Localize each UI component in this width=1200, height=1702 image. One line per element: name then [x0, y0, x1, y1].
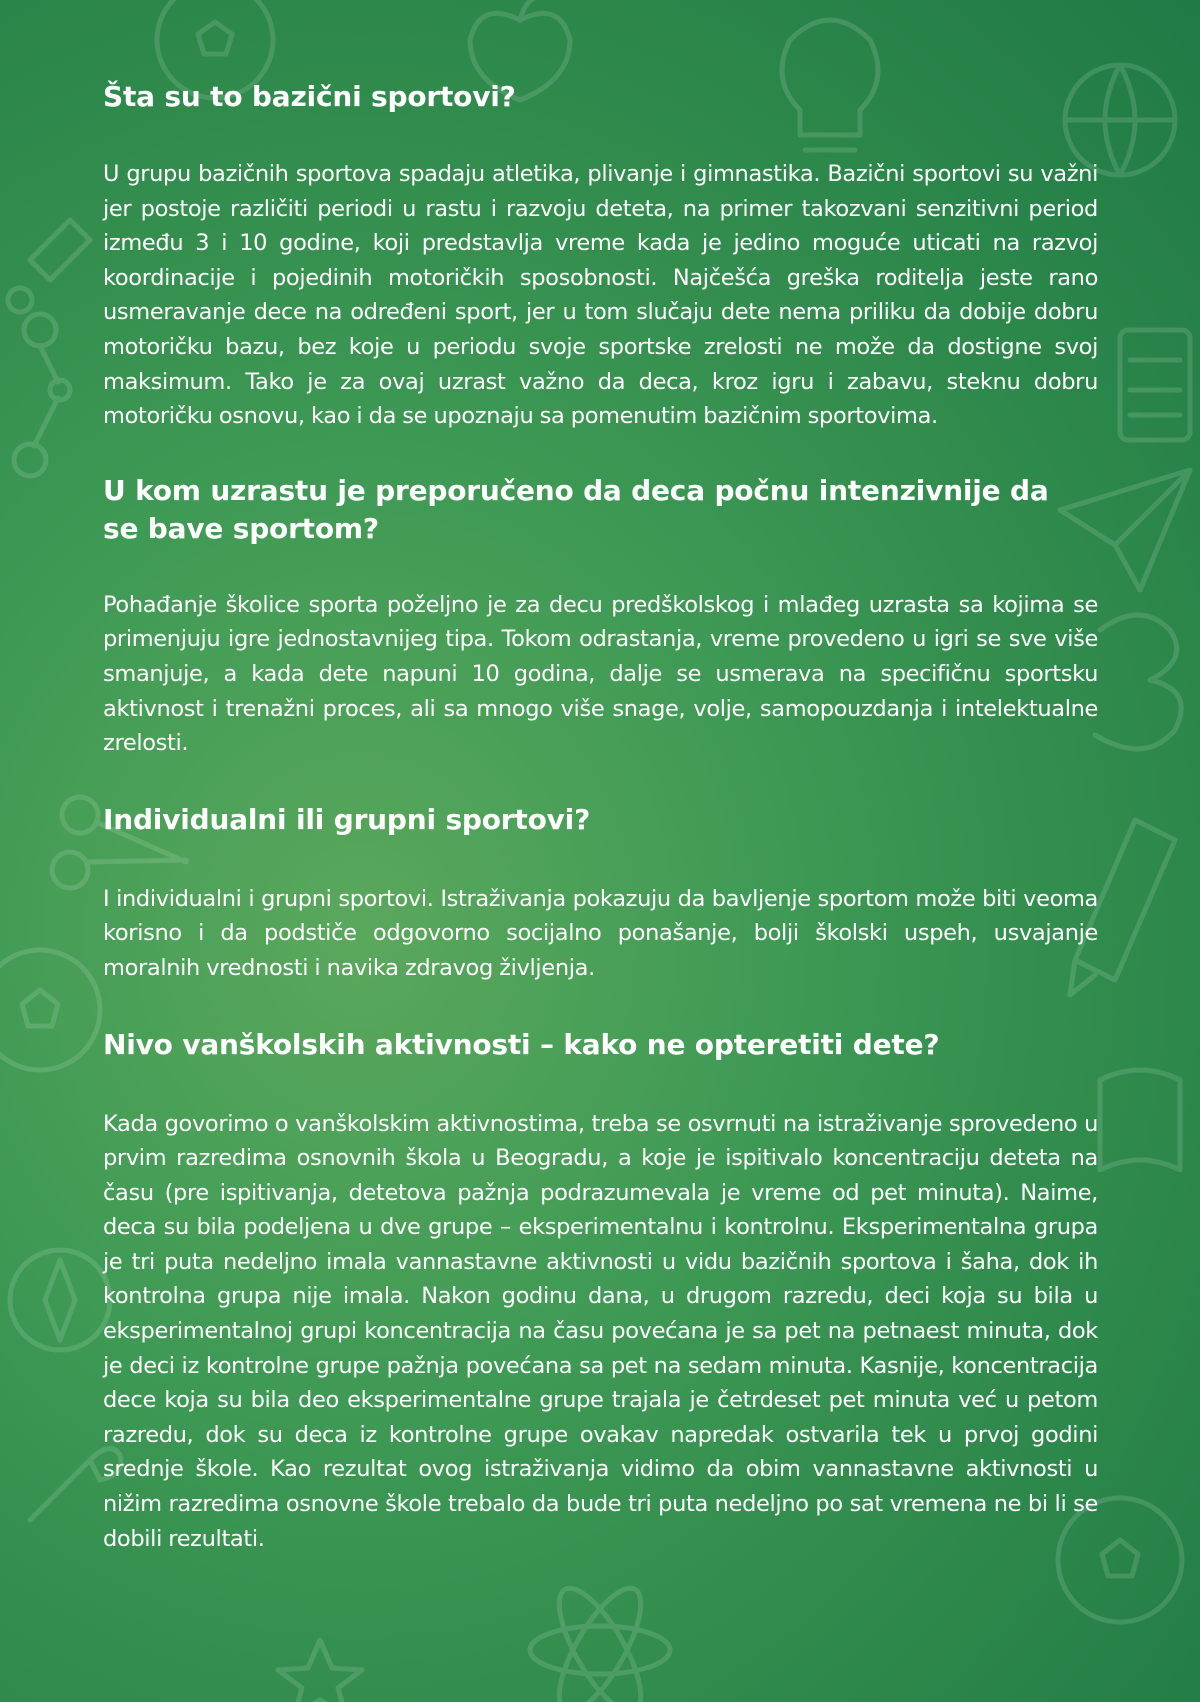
- section-heading: Individualni ili grupni sportovi?: [103, 802, 591, 836]
- number-three-icon: [1095, 615, 1181, 749]
- section-heading: Šta su to bazični sportovi?: [103, 80, 516, 113]
- star-icon: [278, 1640, 362, 1702]
- calculator-icon: [1120, 330, 1190, 440]
- article-content: [103, 78, 1098, 1556]
- section-paragraph: Kada govorimo o vanškolskim aktivnostima, treba se osvrnuti na istraživanje sprovedeno u prvim razredima osnovnih škola u Beogradu, a koje je ispitivalo koncentraciju deteta na času (pre ispitivanja, detetova pažnja podrazumevala je vreme od pet minuta). Naime, deca su bila podeljena u dve grupe – eksperimentalnu i kontrolnu. Eksperimentalna grupa je tri puta nedeljno imala vannastavne aktivnosti u vidu bazičnih sportova i šaha, dok ih kontrolna grupa nije imala. Nakon godinu dana, u drugom razredu, deci koja su bila u eksperimentalnoj grupi koncentracija na času povećana je sa pet na petnaest minuta, dok je deci iz kontrolne grupe pažnja povećana sa pet na sedam minuta. Kasnije, koncentracija dece koja su bila deo eksperimentalne grupe trajala je četrdeset pet minuta već u petom razredu, dok su deca iz kontrolne grupe ovakav napredak ostvarila tek u prvoj godini srednje škole. Kao rezultat ovog istraživanja vidimo da obim vannastavne aktivnosti u nižim razredima osnovne škole trebalo da bude tri puta nedeljno po sat vremena ne bi li se dobili rezultati.: [103, 1110, 1098, 1552]
- section-paragraph: I individualni i grupni sportovi. Istraživanja pokazuju da bavljenje sportom može biti veoma korisno i da podstiče odgovorno socijalno ponašanje, bolji školski uspeh, usvajanje moralnih vrednosti i navika zdravog življenja.: [103, 885, 1098, 981]
- soccer-ball-icon: [0, 950, 100, 1070]
- molecule-icon: [14, 314, 70, 476]
- book-icon: [1100, 1070, 1180, 1170]
- rocket-icon: [8, 220, 90, 312]
- section-paragraph: Pohađanje školice sporta poželjno je za decu predškolskog i mlađeg uzrasta sa kojima se primenjuju igre jednostavnijeg tipa. Tokom odrastanja, vreme provedeno u igri se sve više smanjuje, a kada dete napuni 10 godina, dalje se usmerava na specifičnu sportsku aktivnost i trenažni proces, ali sa mnogo više snage, volje, samopouzdanja i intelektualne zrelosti.: [103, 591, 1098, 757]
- section-heading: Nivo vanškolskih aktivnosti – kako ne opteretiti dete?: [103, 1027, 940, 1061]
- section-paragraph: U grupu bazičnih sportova spadaju atletika, plivanje i gimnastika. Bazični sportovi su važni jer postoje različiti periodi u rastu i razvoju deteta, na primer takozvani senzitivni period između 3 i 10 godine, koji predstavlja vreme kada je jedino moguće uticati na razvoj koordinacije i pojedinih motoričkih sposobnosti. Najčešća greška roditelja jeste rano usmeravanje dece na određeni sport, jer u tom slučaju dete nema priliku da dobije dobru motoričku bazu, bez koje u periodu svoje sportske zrelosti ne može da dostigne svoj maksimum. Tako je za ovaj uzrast važno da deca, kroz igru i zabavu, steknu dobru motoričku osnovu, kao i da se upoznaju sa pomenutim bazičnim sportovima.: [103, 161, 1098, 430]
- section-heading: U kom uzrastu je preporučeno da deca počnu intenzivnije da se bave sportom?: [103, 473, 1049, 545]
- atom-icon: [530, 1577, 670, 1702]
- compass-icon: [10, 1250, 110, 1350]
